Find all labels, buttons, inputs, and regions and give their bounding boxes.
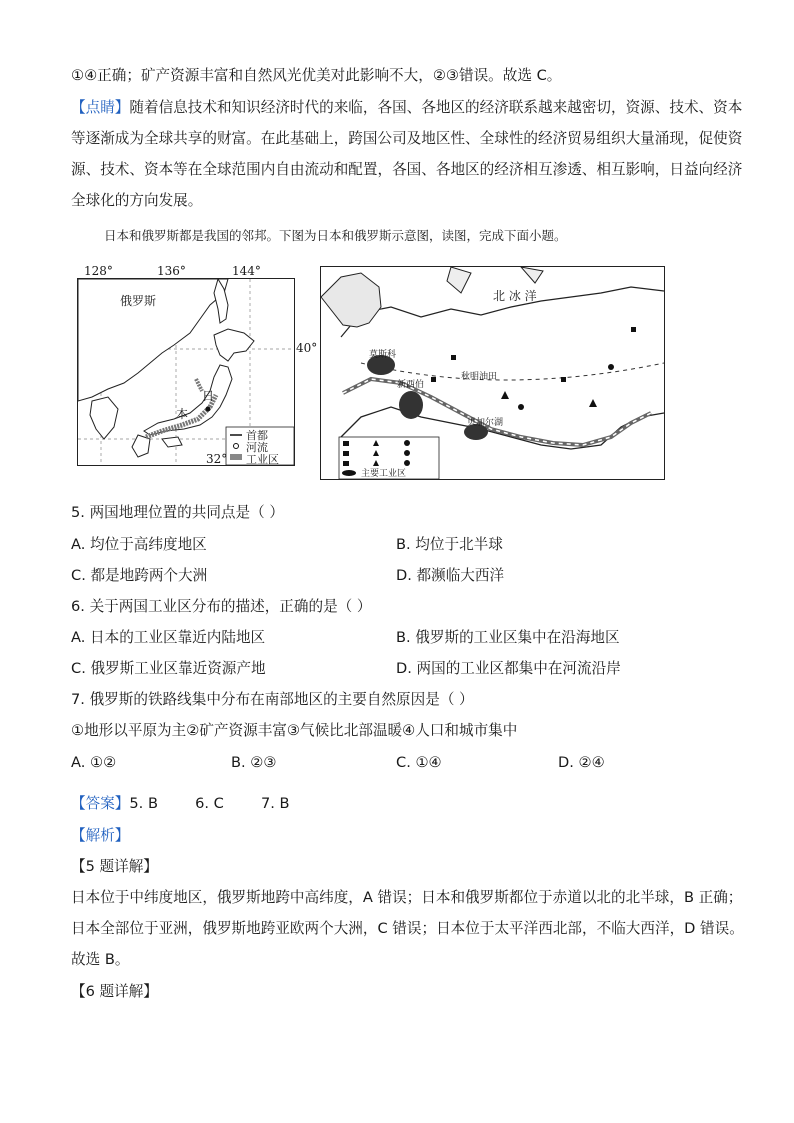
intro-text: 日本和俄罗斯都是我国的邻邦。下图为日本和俄罗斯示意图，读图，完成下面小题。 <box>104 228 567 243</box>
q5-option-b: B. 均位于北半球 <box>396 536 503 553</box>
russia-map <box>320 266 665 480</box>
text-line-5: 全球化的方向发展。 <box>71 192 203 209</box>
label-ben: 本 <box>176 407 189 421</box>
text-line-4: 源、技术、资本等在全球范围内自由流动和配置，各国、各地区的经济相互渗透、相互影响，日益向经济 <box>71 161 743 178</box>
deg-144: 144° <box>232 264 261 278</box>
q6-option-c: C. 俄罗斯工业区靠近资源产地 <box>71 660 266 677</box>
legend-industry: 工业区 <box>246 453 279 466</box>
deg-128: 128° <box>84 264 113 278</box>
detail-6-label: 【6 题详解】 <box>71 983 158 1000</box>
dianjing-line <box>71 98 742 118</box>
label-russia: 俄罗斯 <box>120 294 157 308</box>
q6-option-d: D. 两国的工业区都集中在河流沿岸 <box>396 660 621 677</box>
q7-option-d: D. ②④ <box>558 754 605 771</box>
detail-5-line-2: 日本全部位于亚洲，俄罗斯地跨亚欧两个大洲，C 错误；日本位于太平洋西北部，不临大西洋，D 错误。 <box>71 920 744 937</box>
legend-river: 河流 <box>246 441 268 454</box>
legend-capital: 首都 <box>246 429 268 442</box>
q7-option-c: C. ①④ <box>396 754 442 771</box>
deg-32: 32° <box>206 452 228 466</box>
q5-option-c: C. 都是地跨两个大洲 <box>71 567 208 584</box>
analysis-label: 【解析】 <box>71 827 130 844</box>
deg-40: 40° <box>296 341 318 355</box>
text-line-1: ①④正确；矿产资源丰富和自然风光优美对此影响不大，②③错误。故选 C。 <box>71 67 562 84</box>
label-ri: 日 <box>202 389 215 403</box>
detail-5-line-3: 故选 B。 <box>71 951 130 968</box>
answer-label: 【答案】 <box>71 795 130 812</box>
label-baikal: 贝加尔湖 <box>467 418 504 428</box>
q7-option-b: B. ②③ <box>231 754 277 771</box>
question-6-stem: 6. 关于两国工业区分布的描述，正确的是（ ） <box>71 598 372 615</box>
deg-136: 136° <box>157 264 186 278</box>
q6-option-b: B. 俄罗斯的工业区集中在沿海地区 <box>396 629 620 646</box>
question-7-stem: 7. 俄罗斯的铁路线集中分布在南部地区的主要自然原因是（ ） <box>71 691 474 708</box>
dianjing-label: 【点睛】 <box>71 99 130 116</box>
label-main-industry: 主要工业区 <box>361 469 407 479</box>
question-5-stem: 5. 两国地理位置的共同点是（ ） <box>71 504 284 521</box>
q7-option-a: A. ①② <box>71 754 117 771</box>
label-arctic-ocean: 北 冰 洋 <box>493 289 537 303</box>
question-7-sub: ①地形以平原为主②矿产资源丰富③气候比北部温暖④人口和城市集中 <box>71 722 518 739</box>
q5-option-a: A. 均位于高纬度地区 <box>71 536 207 553</box>
label-novosibirsk: 新西伯 <box>397 380 425 390</box>
label-tyumen: 秋明油田 <box>461 372 498 382</box>
answer-line <box>71 794 290 814</box>
japan-map <box>77 278 295 466</box>
text-line-3: 等逐渐成为全球共享的财富。在此基础上，跨国公司及地区性、全球性的经济贸易组织大量涌现，促使资 <box>71 130 743 147</box>
detail-5-line-1: 日本位于中纬度地区，俄罗斯地跨中高纬度，A 错误；日本和俄罗斯都位于赤道以北的北半球，B 正确； <box>71 889 743 906</box>
q6-option-a: A. 日本的工业区靠近内陆地区 <box>71 629 266 646</box>
q5-option-d: D. 都濒临大西洋 <box>396 567 505 584</box>
detail-5-label: 【5 题详解】 <box>71 858 158 875</box>
label-moscow: 莫斯科 <box>369 350 397 360</box>
answer-text: 5. B 6. C 7. B <box>129 795 290 812</box>
dianjing-text: 随着信息技术和知识经济时代的来临，各国、各地区的经济联系越来越密切，资源、技术、资本 <box>129 99 743 116</box>
